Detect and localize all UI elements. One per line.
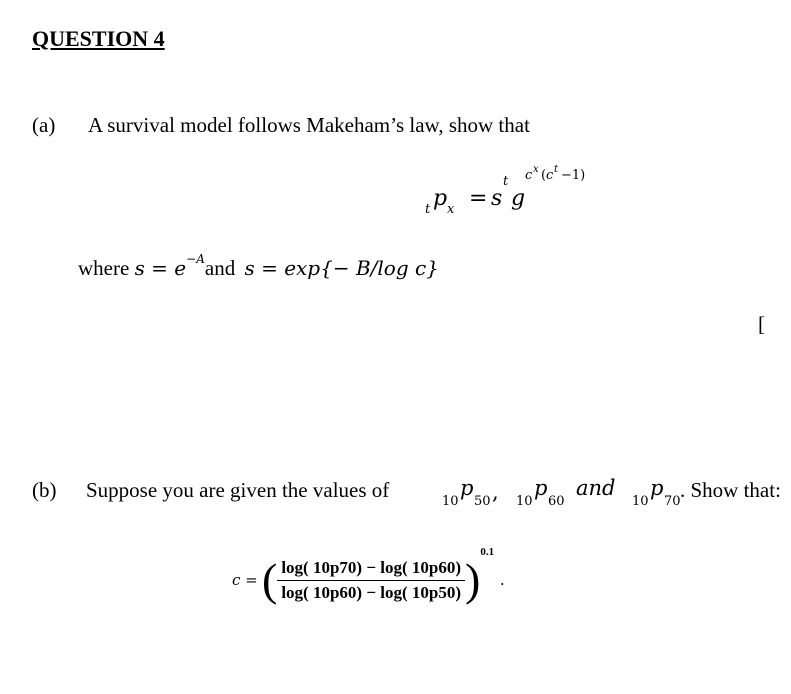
where-and-word: and xyxy=(204,256,236,280)
where-prefix: where xyxy=(78,256,130,280)
question-heading: QUESTION 4 xyxy=(32,26,165,51)
equation-exponent-minus-a: −A xyxy=(186,252,205,266)
equation-s-exp: s = exp{− B/log c} xyxy=(244,256,439,280)
c-formula: c = ( $\frac{\log( 10p70) - \log( 10p60)}{\log( 10p60) - \log( 10p50)}$ )$^{0.1}$. xyxy=(232,546,505,605)
c-exponent: 0.1 xyxy=(480,546,495,559)
c-equals: c = xyxy=(232,571,258,589)
part-a-statement: A survival model follows Makeham’s law, show that xyxy=(88,113,530,137)
c-period: . xyxy=(500,570,505,589)
part-a-label: (a) xyxy=(32,113,56,137)
c-numerator: log( 10p70) − log( 10p60) xyxy=(277,558,465,581)
c-denominator: log( 10p60) − log( 10p50) xyxy=(281,582,462,602)
c-fraction xyxy=(277,558,465,603)
stray-bracket: [ xyxy=(758,312,765,336)
and-word: and xyxy=(576,476,616,500)
equation-s-e: s = e xyxy=(134,256,187,280)
part-b-statement: Suppose you are given the values of xyxy=(86,478,390,502)
part-b-label: (b) xyxy=(32,478,57,502)
where-line xyxy=(78,252,439,281)
show-that: . Show that: xyxy=(680,478,781,502)
